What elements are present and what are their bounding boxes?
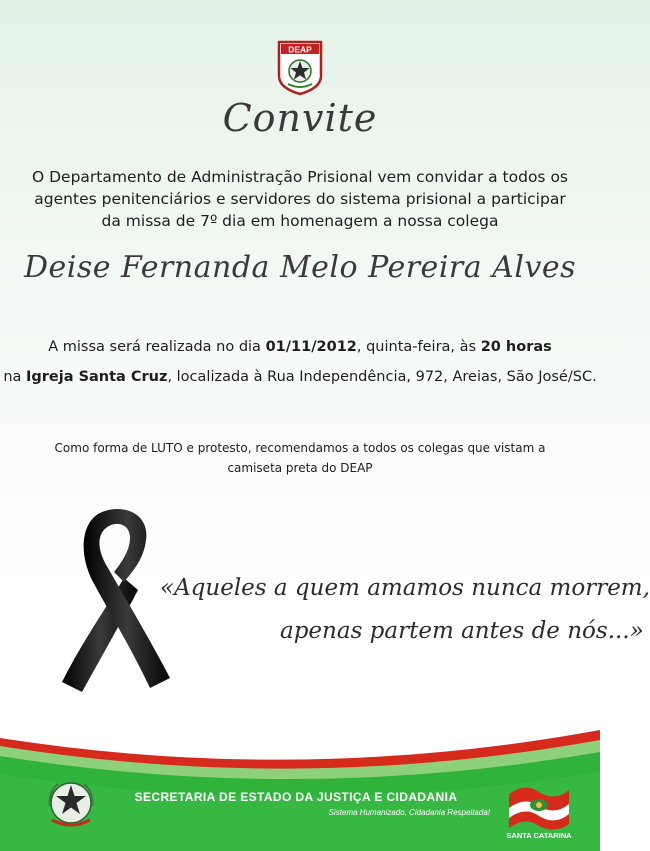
date-middle: , quinta-feira, às	[356, 339, 481, 355]
mass-time: 20 horas	[480, 339, 552, 355]
mass-venue: Igreja Santa Cruz	[26, 369, 168, 385]
santa-catarina-label: SANTA CATARINA	[506, 831, 572, 840]
state-coat-of-arms-icon	[44, 776, 98, 832]
venue-address: , localizada à Rua Independência, 972, Areias, São José/SC.	[167, 369, 597, 385]
honoree-name: Deise Fernanda Melo Pereira Alves	[23, 250, 577, 285]
deap-logo-text: DEAP	[288, 44, 312, 55]
secretaria-title: SECRETARIA DE ESTADO DA JUSTIÇA E CIDADANIA	[134, 790, 458, 804]
invitation-text: O Departamento de Administração Prisional vem convidar a todos os agentes penitenciários e servidores do sistema prisional a participar da missa de 7º dia em homenagem a nossa colega	[31, 168, 568, 230]
mass-date-line	[0, 339, 600, 355]
date-prefix: A missa será realizada no dia	[48, 339, 266, 355]
quote-line-1: «Aqueles a quem amamos nunca morrem,	[160, 575, 650, 601]
venue-prefix: na	[3, 369, 26, 385]
quote-line-2: apenas partem antes de nós...»	[280, 618, 644, 644]
page-title: Convite	[222, 96, 378, 140]
mourning-note: Como forma de LUTO e protesto, recomendamos a todos os colegas que vistam a camiseta preta do DEAP	[54, 441, 546, 475]
mass-date: 01/11/2012	[265, 339, 357, 355]
santa-catarina-flag-logo	[505, 780, 573, 830]
mass-venue-line	[0, 369, 600, 385]
deap-crest-logo	[276, 40, 324, 96]
mourning-ribbon-icon	[58, 506, 176, 696]
secretaria-tagline: Sistema Humanizado, Cidadania Respeitada!	[328, 808, 490, 817]
